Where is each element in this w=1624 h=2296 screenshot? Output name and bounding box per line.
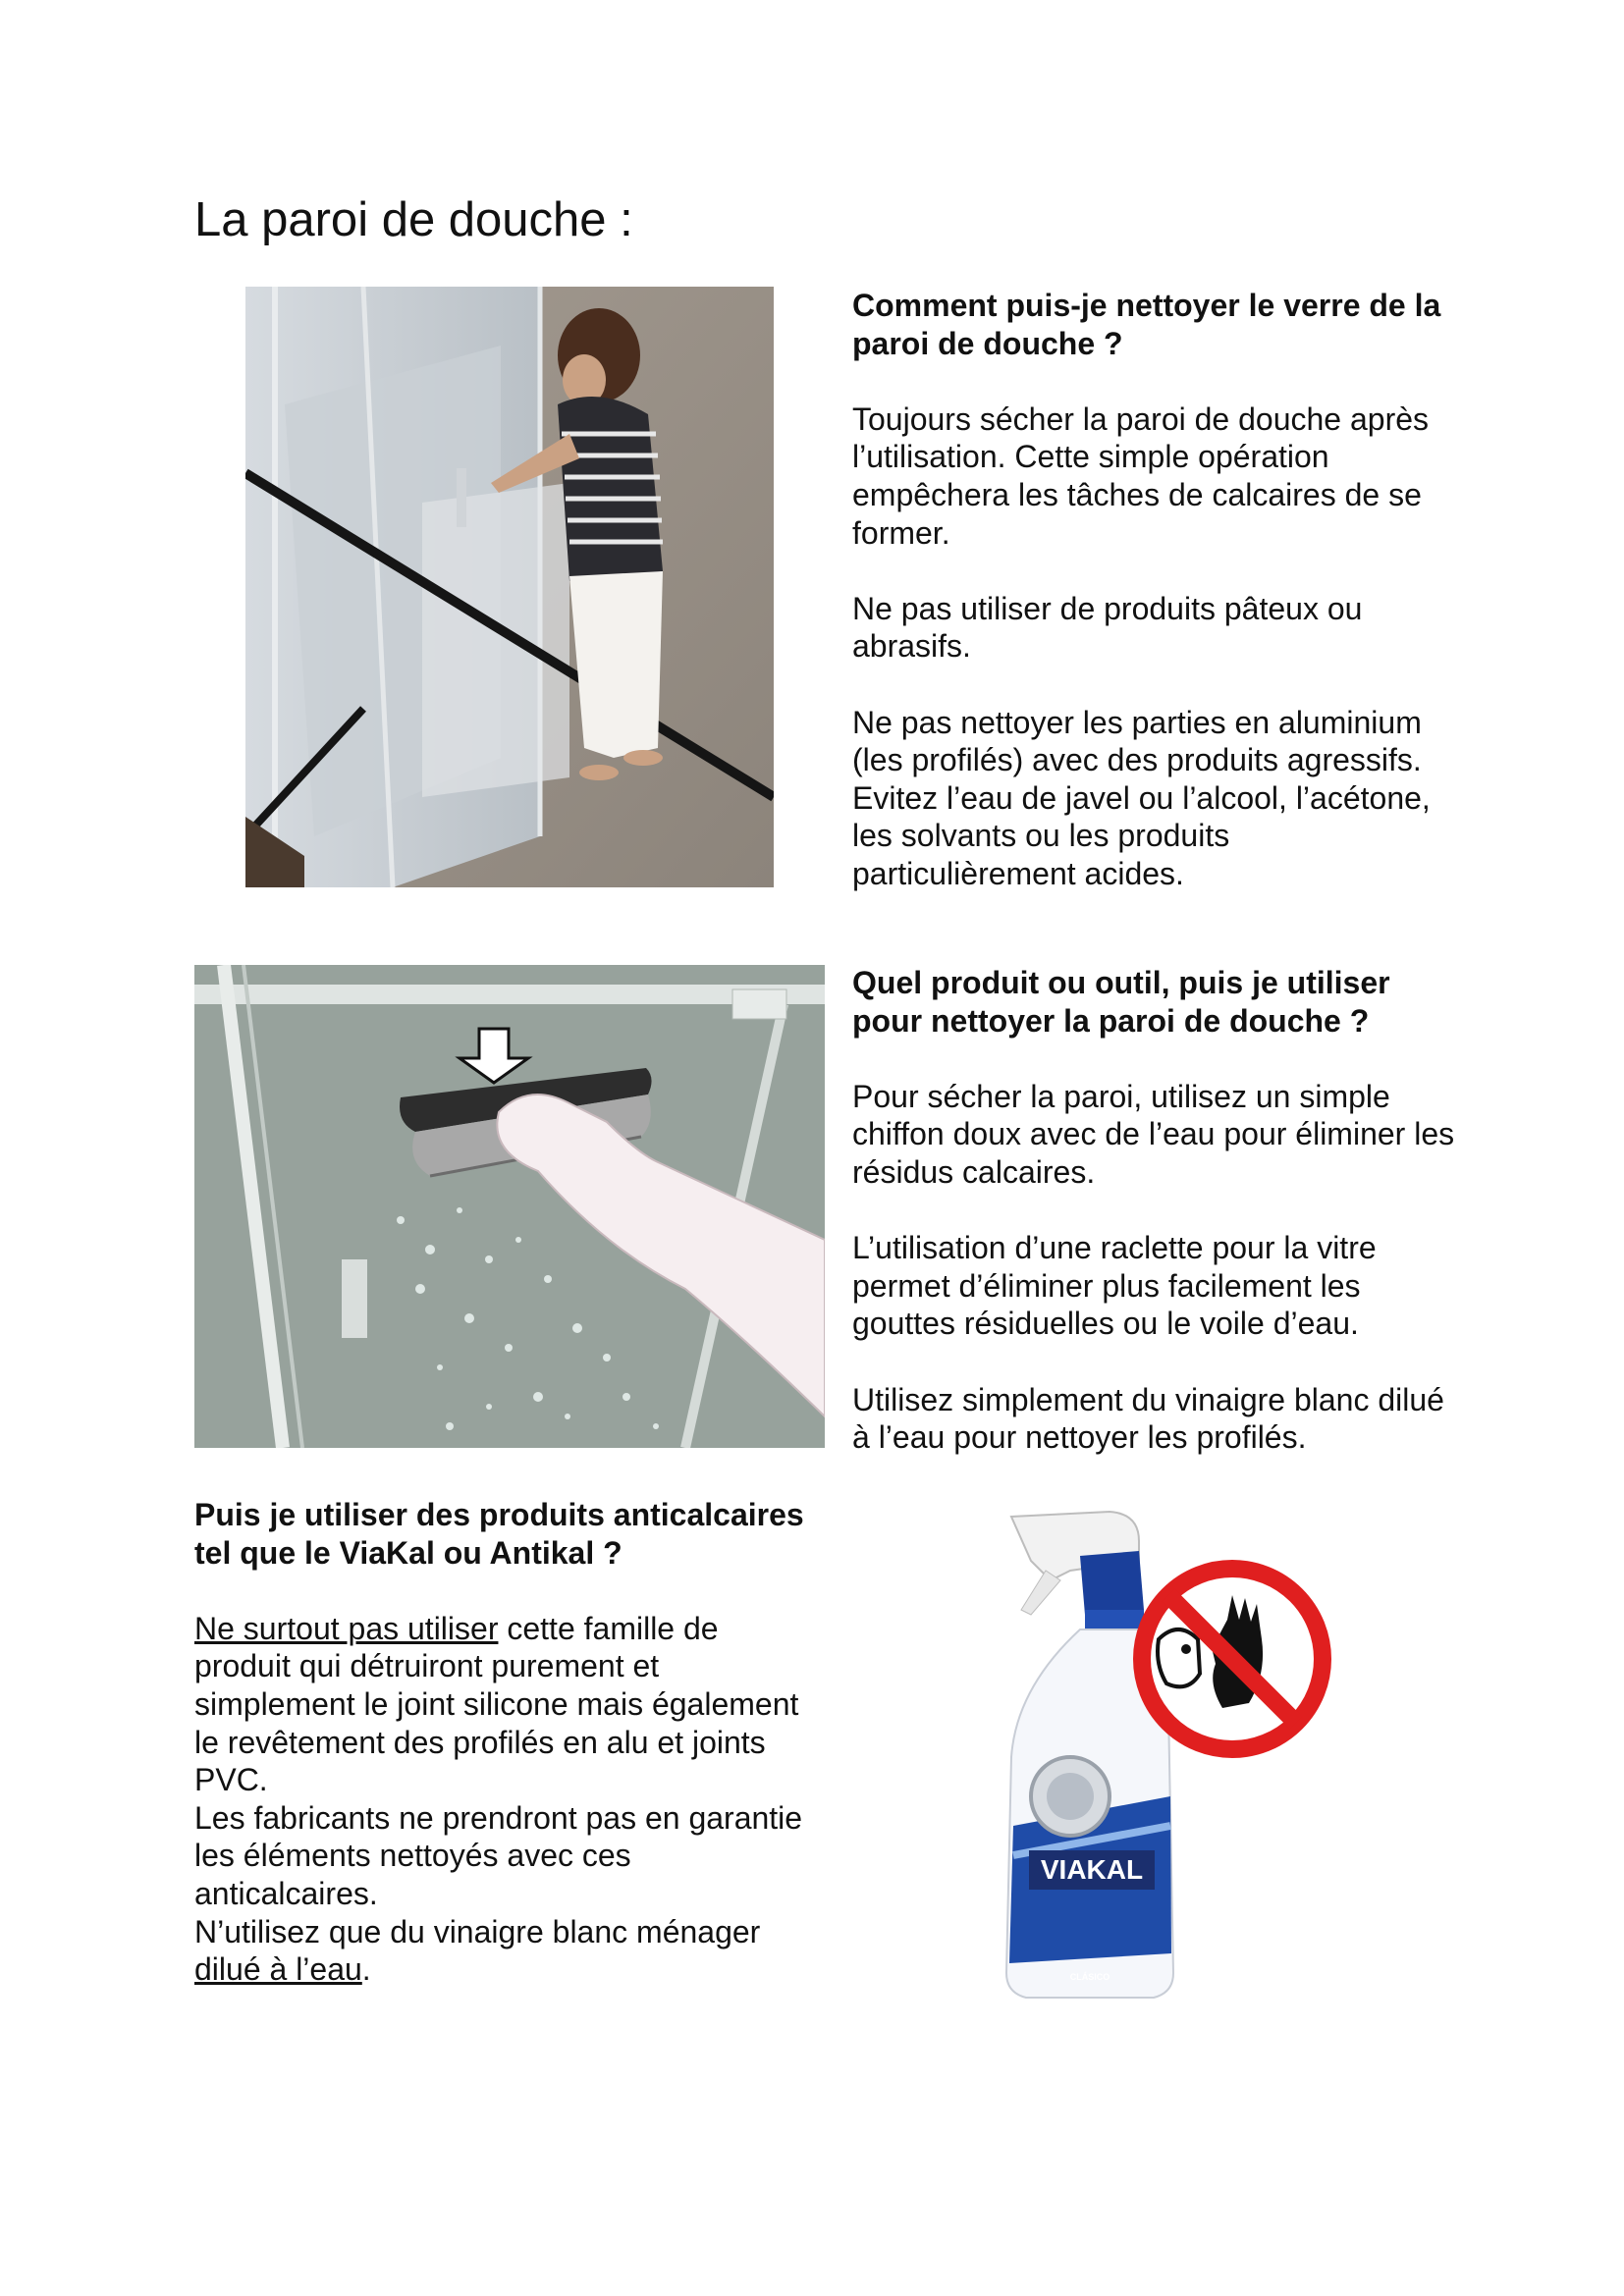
warning-emphasis: Ne surtout pas utiliser — [194, 1610, 499, 1646]
paragraph: Pour sécher la paroi, utilisez un simple chiffon doux avec de l’eau pour éliminer les résidus calcaires. — [852, 1078, 1455, 1190]
bottle-sub: CLÁSICO — [1069, 1972, 1110, 1982]
section-glass-cleaning — [852, 287, 1461, 893]
paragraph: Les fabricants ne prendront pas en garantie les éléments nettoyés avec ces anticalcaires. — [194, 1799, 803, 1911]
paragraph: Utilisez simplement du vinaigre blanc dilué à l’eau pour nettoyer les profilés. — [852, 1381, 1444, 1456]
section-anticalcaire — [194, 1496, 813, 1989]
shower-photo — [245, 287, 774, 887]
paragraph: Ne pas utiliser de produits pâteux ou abrasifs. — [852, 590, 1363, 665]
page-title: La paroi de douche : — [194, 193, 633, 246]
vinegar-text: N’utilisez que du vinaigre blanc ménager — [194, 1913, 761, 1949]
warning-text: cette famille de produit qui détruiront purement et simplement le joint silicone mais également le revêtement des profilés en alu et joints PVC. — [194, 1610, 799, 1798]
paragraph: Ne pas nettoyer les parties en aluminium (les profilés) avec des produits agressifs. Evitez l’eau de javel ou l’alcool, l’acétone, les solvants ou les produits particulièrement acides. — [852, 704, 1431, 891]
vinegar-emphasis: dilué à l’eau — [194, 1951, 362, 1988]
paragraph: Toujours sécher la paroi de douche après l’utilisation. Cette simple opération empêchera les tâches de calcaires de se former. — [852, 400, 1430, 551]
section-products-tools — [852, 964, 1461, 1457]
section-heading: Comment puis-je nettoyer le verre de la paroi de douche ? — [852, 288, 1441, 361]
section-heading: Quel produit ou outil, puis je utiliser pour nettoyer la paroi de douche ? — [852, 965, 1390, 1039]
paragraph-warning — [194, 1610, 813, 1799]
vinegar-end: . — [361, 1951, 371, 1988]
paragraph-vinegar — [194, 1913, 813, 1989]
section-heading: Puis je utiliser des produits anticalcaires tel que le ViaKal ou Antikal ? — [194, 1497, 804, 1571]
paragraph: L’utilisation d’une raclette pour la vitre permet d’éliminer plus facilement les gouttes résiduelles ou le voile d’eau. — [852, 1230, 1377, 1342]
viakal-bottle-prohibited — [992, 1502, 1335, 2004]
bottle-brand: VIAKAL — [1040, 1854, 1144, 1885]
squeegee-illustration — [194, 965, 825, 1448]
